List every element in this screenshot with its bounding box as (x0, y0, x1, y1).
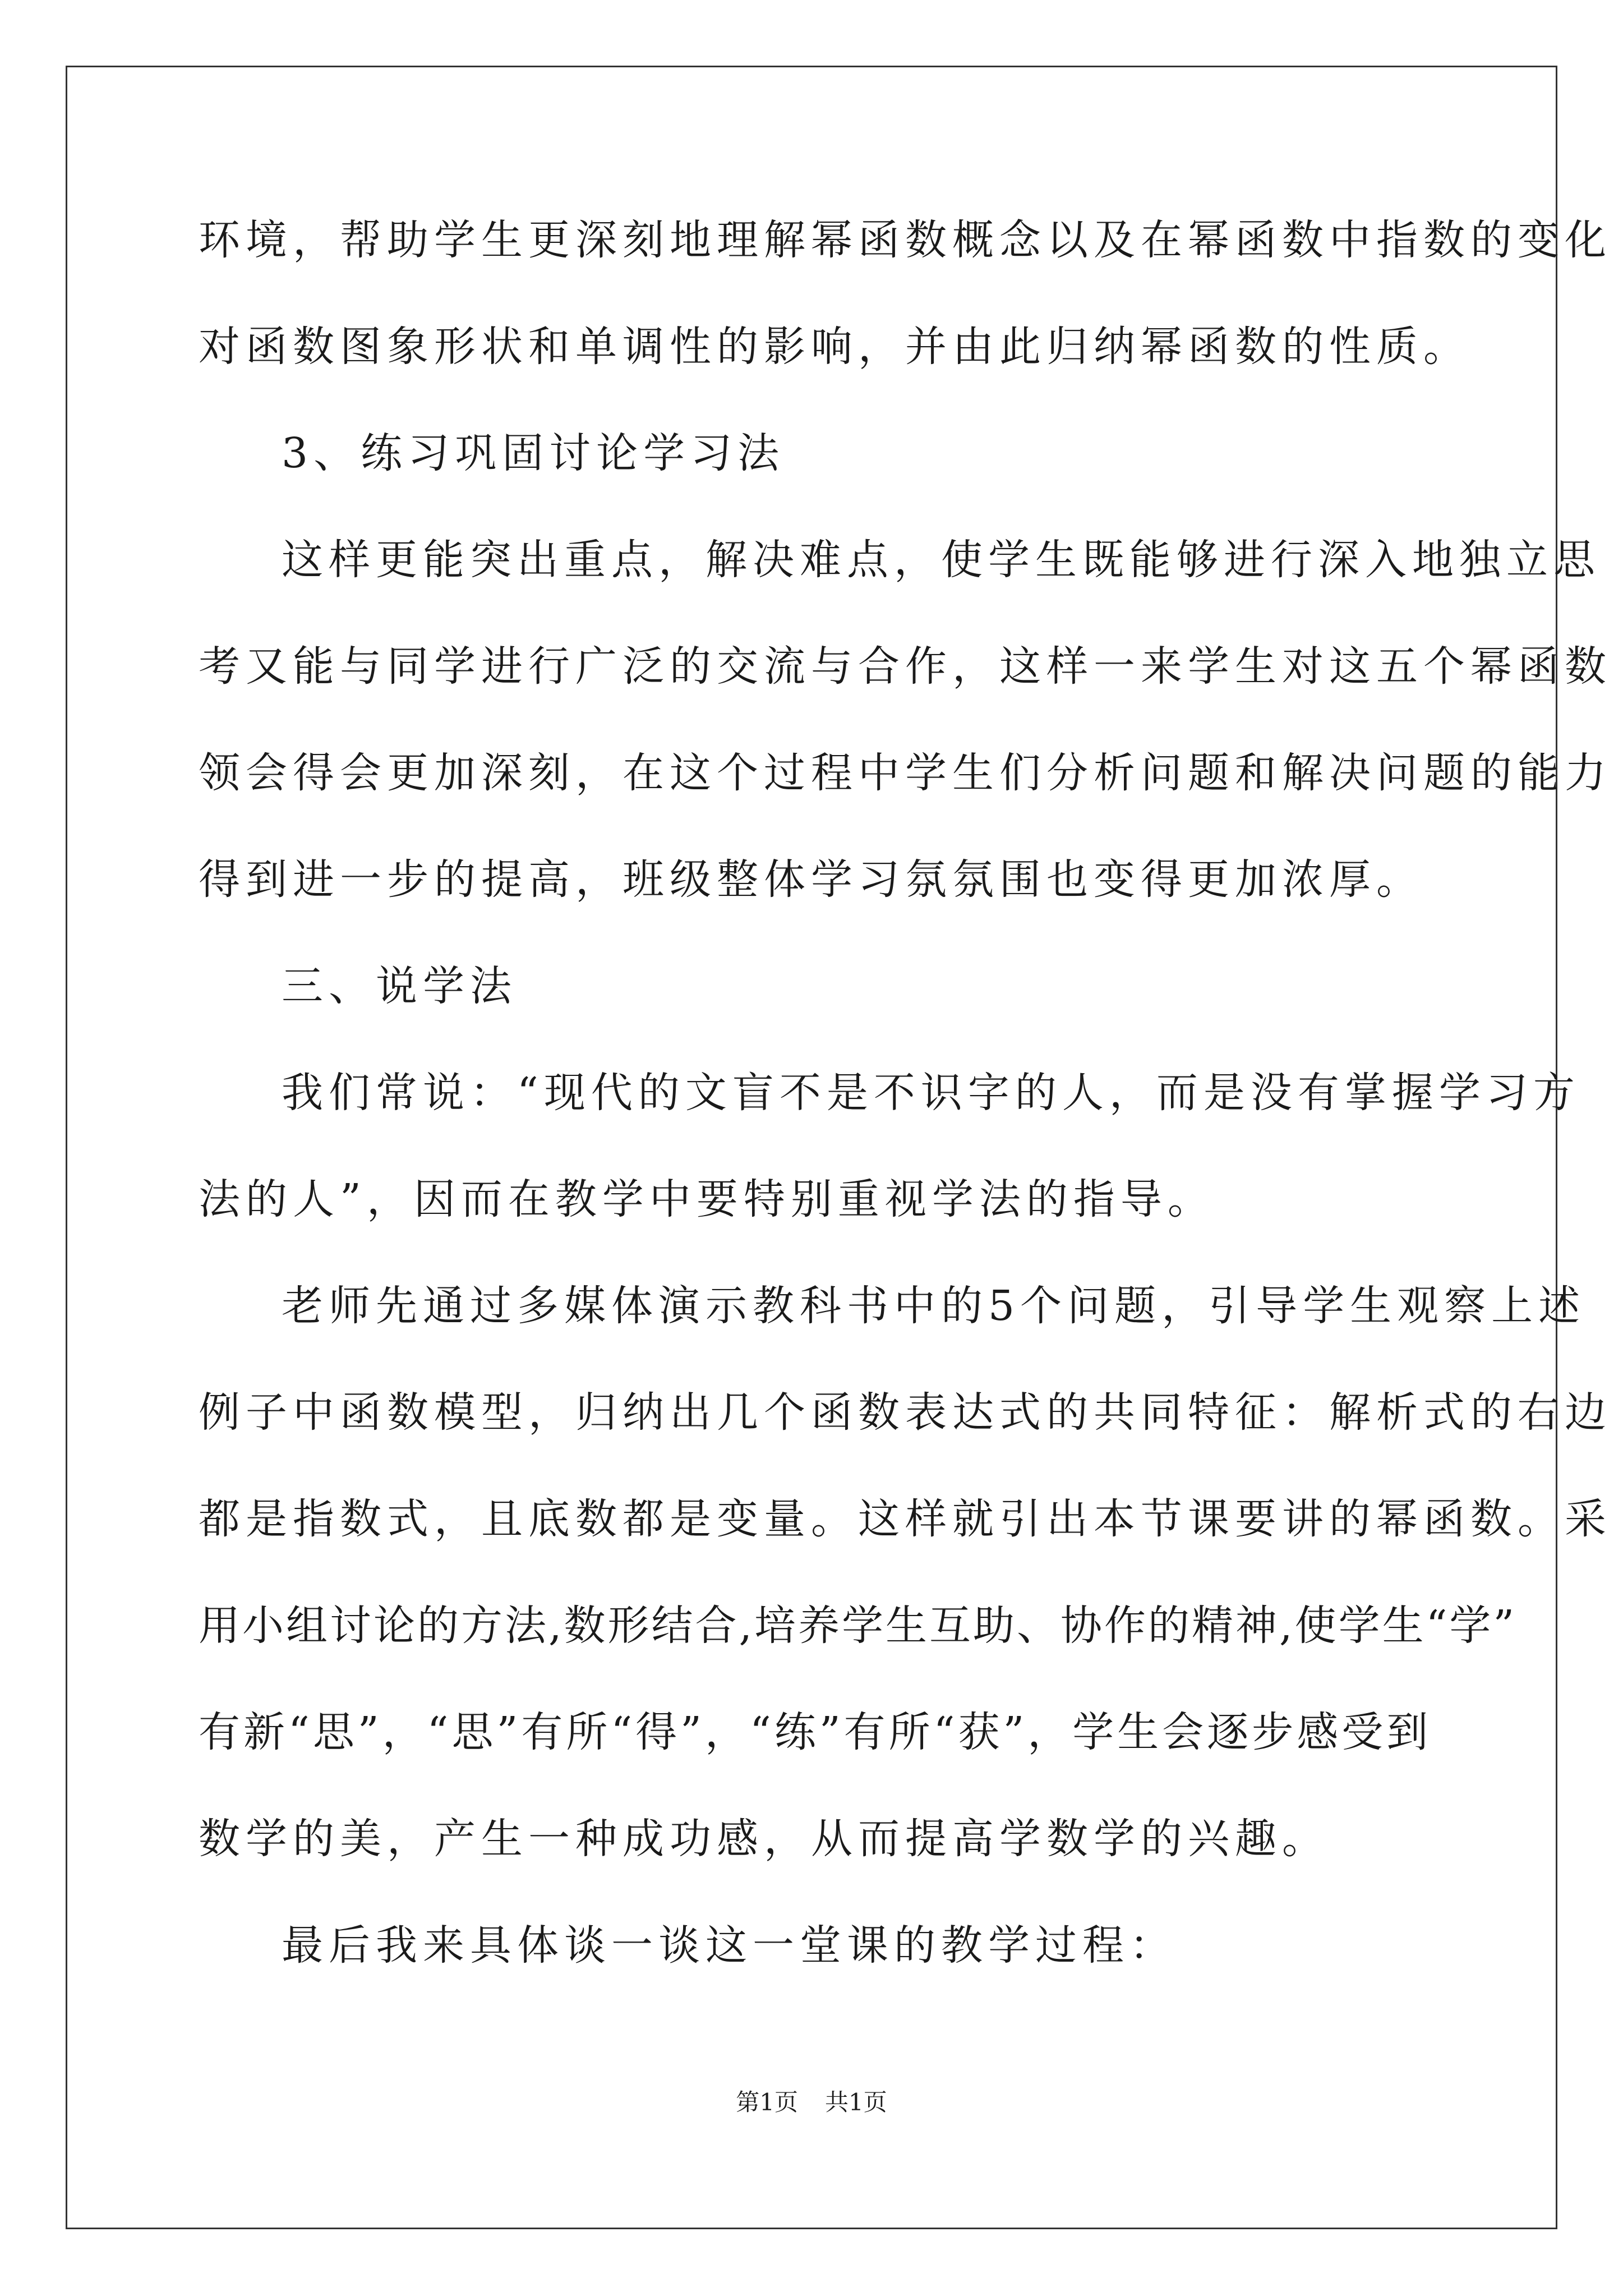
paragraph-line: 用小组讨论的方法,数形结合,培养学生互助、协作的精神,使学生“学” (199, 1602, 1517, 1650)
paragraph-line: 都是指数式，且底数都是变量。这样就引出本节课要讲的幂函数。采 (199, 1495, 1612, 1543)
paragraph-line: 这样更能突出重点，解决难点，使学生既能够进行深入地独立思 (282, 536, 1601, 584)
page-total: 共1页 (825, 2088, 887, 2116)
page-footer (0, 2086, 1623, 2119)
section-heading: 3、练习巩固讨论学习法 (282, 429, 785, 477)
paragraph-line: 数学的美，产生一种成功感，从而提高学数学的兴趣。 (199, 1815, 1329, 1863)
page-border (66, 66, 1557, 2229)
paragraph-line: 环境，帮助学生更深刻地理解幂函数概念以及在幂函数中指数的变化 (199, 216, 1612, 264)
paragraph-line: 得到进一步的提高，班级整体学习氛氛围也变得更加浓厚。 (199, 855, 1423, 904)
paragraph-line: 有新“思”，“思”有所“得”，“练”有所“获”，学生会逐步感受到 (199, 1708, 1432, 1756)
paragraph-line: 老师先通过多媒体演示教科书中的5个问题，引导学生观察上述 (282, 1282, 1586, 1330)
section-heading: 三、说学法 (282, 962, 517, 1010)
paragraph-line: 考又能与同学进行广泛的交流与合作，这样一来学生对这五个幂函数 (199, 642, 1612, 691)
paragraph-line: 领会得会更加深刻，在这个过程中学生们分析问题和解决问题的能力 (199, 749, 1612, 797)
paragraph-line: 对函数图象形状和单调性的影响，并由此归纳幂函数的性质。 (199, 323, 1470, 371)
paragraph-line: 最后我来具体谈一谈这一堂课的教学过程： (282, 1921, 1177, 1970)
paragraph-line: 法的人”，因而在教学中要特别重视学法的指导。 (199, 1175, 1215, 1223)
page-number: 第1页 (736, 2088, 798, 2116)
paragraph-line: 例子中函数模型，归纳出几个函数表达式的共同特征：解析式的右边 (199, 1388, 1612, 1437)
paragraph-line: 我们常说：“现代的文盲不是不识字的人，而是没有掌握学习方 (282, 1069, 1580, 1117)
